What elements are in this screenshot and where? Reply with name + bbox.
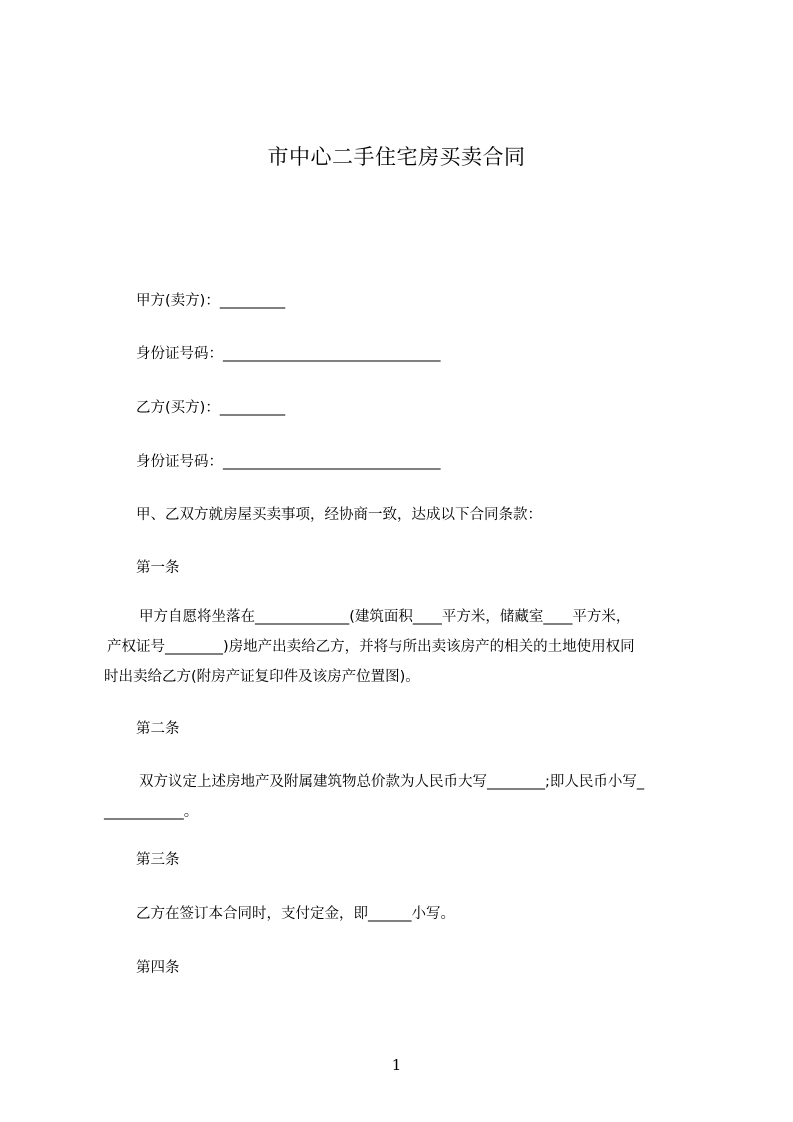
article-1-line-2: 产权证号________)房地产出卖给乙方，并将与所出卖该房产的相关的土地使用权同 <box>107 639 635 655</box>
article-1-heading: 第一条 <box>136 560 180 576</box>
party-a-id-line: 身份证号码：______________________________ <box>136 346 441 362</box>
article-3-text: 乙方在签订本合同时，支付定金，即______小写。 <box>136 906 455 922</box>
article-1-line-3: 时出卖给乙方(附房产证复印件及该房产位置图)。 <box>104 669 420 685</box>
article-1-body <box>104 602 702 692</box>
document-title: 市中心二手住宅房买卖合同 <box>267 145 526 169</box>
article-2-line-2: ___________。 <box>104 804 199 820</box>
party-b-buyer-line: 乙方(买方)：_________ <box>136 400 286 416</box>
article-3-heading: 第三条 <box>136 852 180 868</box>
party-b-id-line: 身份证号码：______________________________ <box>136 454 441 470</box>
article-2-line-1: 双方议定上述房地产及附属建筑物总价款为人民币大写________;即人民币小写_ <box>139 774 645 790</box>
page-number: 1 <box>391 1056 402 1074</box>
article-2-heading: 第二条 <box>136 721 180 737</box>
article-4-heading: 第四条 <box>136 960 180 976</box>
article-2-body <box>104 767 702 827</box>
party-a-seller-line: 甲方(卖方)：_________ <box>136 293 286 309</box>
intro-paragraph: 甲、乙双方就房屋买卖事项，经协商一致，达成以下合同条款： <box>136 507 542 523</box>
article-1-line-1: 甲方自愿将坐落在_____________(建筑面积____平方米，储藏室____平方米， <box>139 609 631 625</box>
